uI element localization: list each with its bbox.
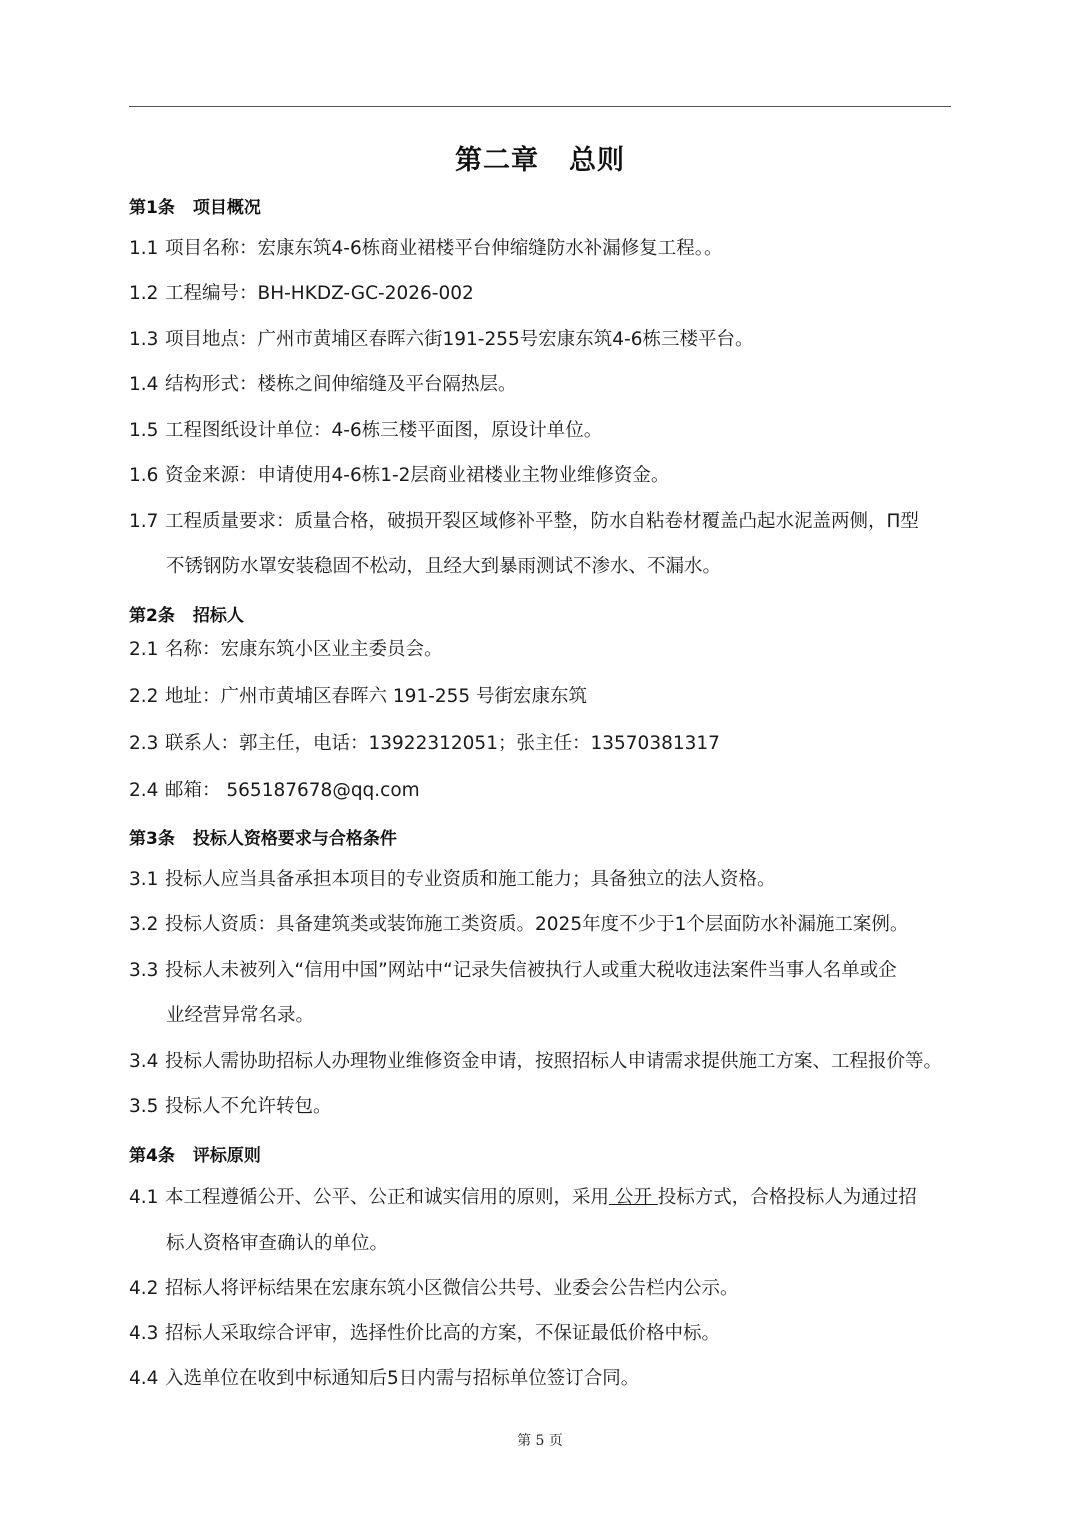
- clause-3-2: 3.2 投标人资质：具备建筑类或装饰施工类资质。2025年度不少于1个层面防水补漏施工案例。: [129, 914, 909, 935]
- clause-2-4: 2.4 邮箱： 565187678@qq.com: [129, 780, 420, 801]
- article-number: 第4条: [129, 1146, 175, 1166]
- article-number: 第3条: [129, 829, 175, 849]
- clause-1-4: 1.4 结构形式：楼栋之间伸缩缝及平台隔热层。: [129, 374, 517, 395]
- clause-4-2: 4.2 招标人将评标结果在宏康东筑小区微信公共号、业委会公告栏内公示。: [129, 1278, 739, 1299]
- clause-1-7: 1.7 工程质量要求：质量合格，破损开裂区域修补平整，防水自粘卷材覆盖凸起水泥盖两侧，Π型: [129, 511, 919, 532]
- clause-1-1: 1.1 项目名称：宏康东筑4-6栋商业裙楼平台伸缩缝防水补漏修复工程。。: [129, 238, 723, 259]
- chapter-name: 总则: [569, 145, 625, 176]
- clause-3-3: 3.3 投标人未被列入“信用中国”网站中“记录失信被执行人或重大税收违法案件当事人名单或企: [129, 960, 897, 981]
- chapter-title: [0, 138, 1080, 177]
- clause-2-3: 2.3 联系人：郭主任，电话：13922312051；张主任：13570381317: [129, 733, 720, 754]
- bid-method-underlined: 公开: [609, 1187, 658, 1208]
- clause-1-7-continued: 不锈钢防水罩安装稳固不松动，且经大到暴雨测试不渗水、不漏水。: [166, 556, 722, 577]
- header-rule: [129, 106, 951, 107]
- clause-1-5: 1.5 工程图纸设计单位：4-6栋三楼平面图，原设计单位。: [129, 420, 603, 441]
- article-4-heading: [129, 1141, 261, 1166]
- article-3-heading: [129, 824, 397, 849]
- clause-1-6: 1.6 资金来源：申请使用4-6栋1-2层商业裙楼业主物业维修资金。: [129, 465, 670, 486]
- article-number: 第2条: [129, 606, 175, 626]
- chapter-prefix: 第二章: [455, 145, 539, 176]
- article-2-heading: [129, 601, 244, 626]
- clause-4-1: 4.1 本工程遵循公开、公平、公正和诚实信用的原则，采用 公开 投标方式，合格投标人为通过招: [129, 1187, 917, 1208]
- clause-1-2: 1.2 工程编号：BH-HKDZ-GC-2026-002: [129, 283, 474, 304]
- clause-4-3: 4.3 招标人采取综合评审，选择性价比高的方案，不保证最低价格中标。: [129, 1323, 721, 1344]
- article-title: 投标人资格要求与合格条件: [192, 829, 397, 849]
- clause-3-4: 3.4 投标人需协助招标人办理物业维修资金申请，按照招标人申请需求提供施工方案、工程报价等。: [129, 1051, 943, 1072]
- article-title: 项目概况: [192, 198, 261, 218]
- article-number: 第1条: [129, 198, 175, 218]
- clause-2-1: 2.1 名称：宏康东筑小区业主委员会。: [129, 639, 443, 660]
- article-title: 评标原则: [192, 1146, 261, 1166]
- clause-1-3: 1.3 项目地点：广州市黄埔区春晖六街191-255号宏康东筑4-6栋三楼平台。: [129, 329, 754, 350]
- article-title: 招标人: [192, 606, 244, 626]
- clause-3-3-continued: 业经营异常名录。: [166, 1005, 315, 1026]
- clause-3-1: 3.1 投标人应当具备承担本项目的专业资质和施工能力；具备独立的法人资格。: [129, 869, 776, 890]
- article-1-heading: [129, 193, 261, 218]
- clause-2-2: 2.2 地址：广州市黄埔区春晖六 191-255 号街宏康东筑: [129, 686, 588, 707]
- page-number: 第 5 页: [517, 1433, 563, 1449]
- clause-4-4: 4.4 入选单位在收到中标通知后5日内需与招标单位签订合同。: [129, 1368, 640, 1389]
- clause-3-5: 3.5 投标人不允许转包。: [129, 1096, 332, 1117]
- clause-4-1-continued: 标人资格审查确认的单位。: [166, 1233, 389, 1254]
